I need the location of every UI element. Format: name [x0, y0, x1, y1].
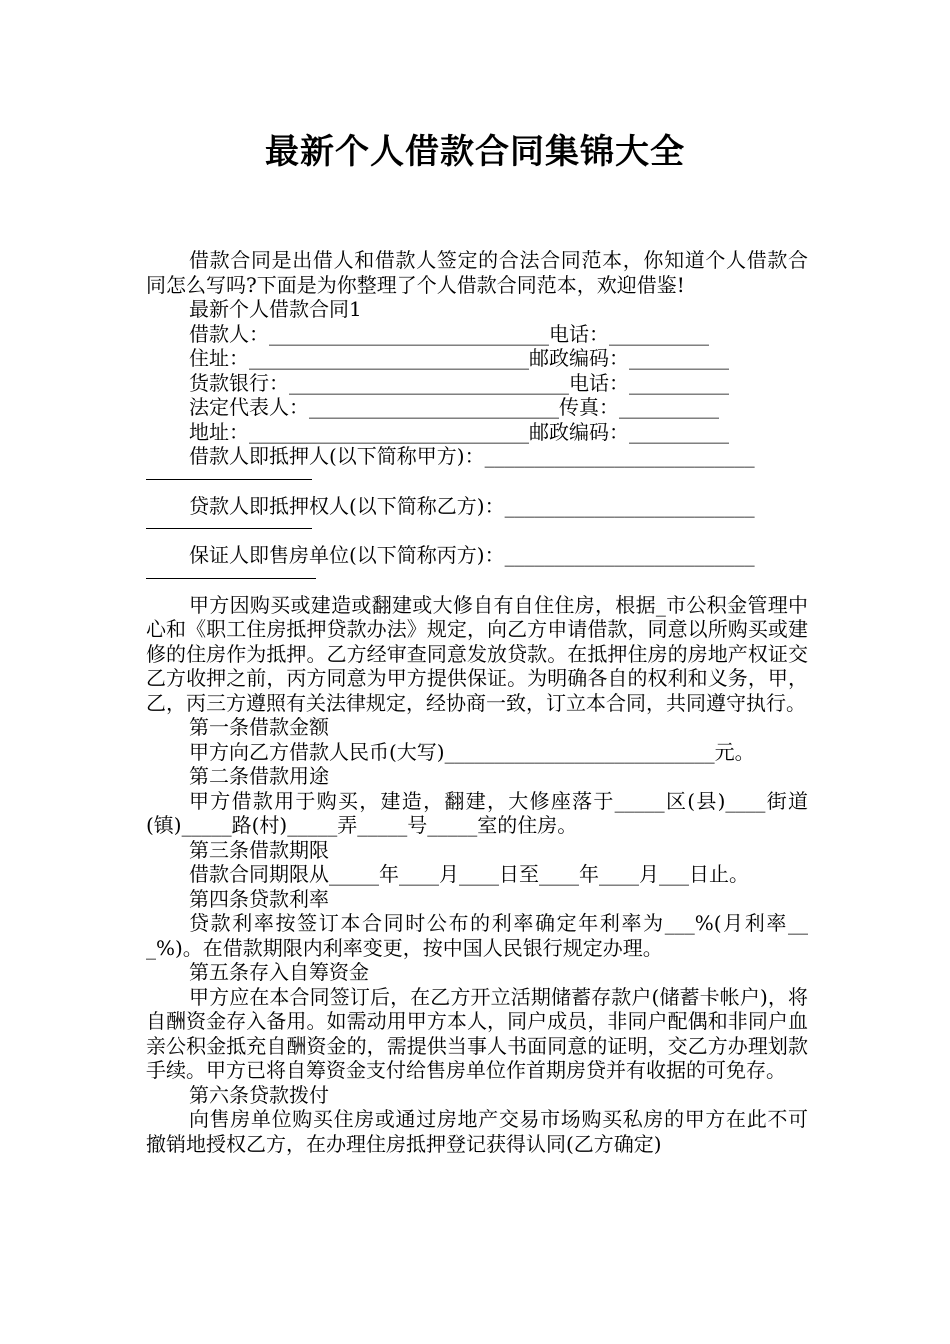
field-label-2: 电话：	[549, 321, 609, 346]
party-label: 借款人即抵押人(以下简称甲方)：	[189, 444, 485, 468]
article-text: 甲方借款用于购买，建造，翻建，大修座落于_____区(县)____街道(镇)_____路(村)_____弄_____号_____室的住房。	[146, 788, 808, 837]
article-heading: 第四条贷款利率	[189, 886, 329, 911]
field-address	[146, 346, 808, 371]
field-label: 住址：	[189, 346, 249, 370]
party-label: 贷款人即抵押权人(以下简称乙方)：	[189, 493, 505, 518]
field-blank: ____________________________	[249, 419, 529, 444]
field-label-2: 邮政编码：	[529, 419, 629, 444]
article-text: 向售房单位购买住房或通过房地产交易市场购买私房的甲方在此不可撤销地授权乙方，在办理住房抵押登记获得认同(乙方确定)	[146, 1107, 808, 1156]
field-blank-2: __________	[619, 395, 719, 419]
party-b-line	[146, 528, 312, 529]
article-heading: 第三条借款期限	[189, 837, 329, 862]
article-text: 甲方向乙方借款人民币(大写)___________________________元。	[189, 739, 755, 764]
field-label: 地址：	[189, 419, 249, 444]
field-bank-address	[146, 420, 808, 445]
article-text: 借款合同期限从_____年____月____日至____年____月___日止。	[189, 862, 749, 886]
party-a-line	[146, 479, 312, 480]
field-legal-rep	[146, 395, 808, 420]
article-text: 贷款利率按签订本合同时公布的利率确定年利率为___%(月利率___%)。在借款期限内利率变更，按中国人民银行规定办理。	[146, 911, 808, 960]
article-heading: 第一条借款金额	[189, 715, 329, 739]
contract-heading: 最新个人借款合同1	[189, 297, 362, 321]
field-label: 法定代表人：	[189, 395, 309, 419]
article-text: 甲方应在本合同签订后，在乙方开立活期储蓄存款户(储蓄卡帐户)，将自酬资金存入备用。如需动用甲方本人，同户成员，非同户配偶和非同户血亲公积金抵充自酬资金的，需提供当事人书面同意的证明，交乙方办理划款手续。甲方已将自筹资金支付给售房单位作首期房贷并有收据的可免存。	[146, 984, 808, 1082]
field-blank-2: __________	[629, 346, 729, 370]
party-blank: _________________________	[504, 543, 755, 567]
field-blank: _________________________	[309, 395, 559, 419]
field-blank-2: __________	[629, 370, 729, 395]
article-heading: 第五条存入自筹资金	[189, 960, 369, 984]
field-bank	[146, 371, 808, 396]
party-b	[146, 494, 808, 519]
field-blank-2: __________	[629, 419, 729, 444]
field-label-2: 传真：	[559, 395, 619, 419]
field-blank: ____________________________	[289, 370, 569, 395]
article-heading: 第六条贷款拨付	[189, 1082, 329, 1107]
party-blank: ___________________________	[484, 444, 755, 468]
party-label: 保证人即售房单位(以下简称丙方)：	[189, 543, 505, 567]
party-c-line	[146, 578, 316, 579]
document-title: 最新个人借款合同集锦大全	[265, 132, 685, 172]
party-c	[146, 543, 808, 568]
field-blank-2: __________	[609, 321, 709, 346]
field-label: 借款人：	[189, 321, 269, 346]
party-a	[146, 444, 808, 469]
document-body	[146, 248, 808, 1156]
field-label-2: 邮政编码：	[529, 346, 629, 370]
article-heading: 第二条借款用途	[189, 764, 329, 788]
preamble-paragraph: 甲方因购买或建造或翻建或大修自有自住住房，根据_市公积金管理中心和《职工住房抵押贷款办法》规定，向乙方申请借款，同意以所购买或建修的住房作为抵押。乙方经审查同意发放贷款。在抵押住房的房地产权证交乙方收押之前，丙方同意为甲方提供保证。为明确各自的权利和义务，甲，乙，丙三方遵照有关法律规定，经协商一致，订立本合同，共同遵守执行。	[146, 592, 808, 715]
party-blank: _________________________	[504, 493, 755, 518]
field-label: 货款银行：	[189, 370, 289, 395]
field-blank: ____________________________	[269, 321, 549, 346]
field-borrower	[146, 322, 808, 347]
field-blank: ____________________________	[249, 346, 529, 370]
intro-paragraph: 借款合同是出借人和借款人签定的合法合同范本，你知道个人借款合同怎么写吗?下面是为你整理了个人借款合同范本，欢迎借鉴!	[146, 248, 808, 297]
field-label-2: 电话：	[569, 370, 629, 395]
